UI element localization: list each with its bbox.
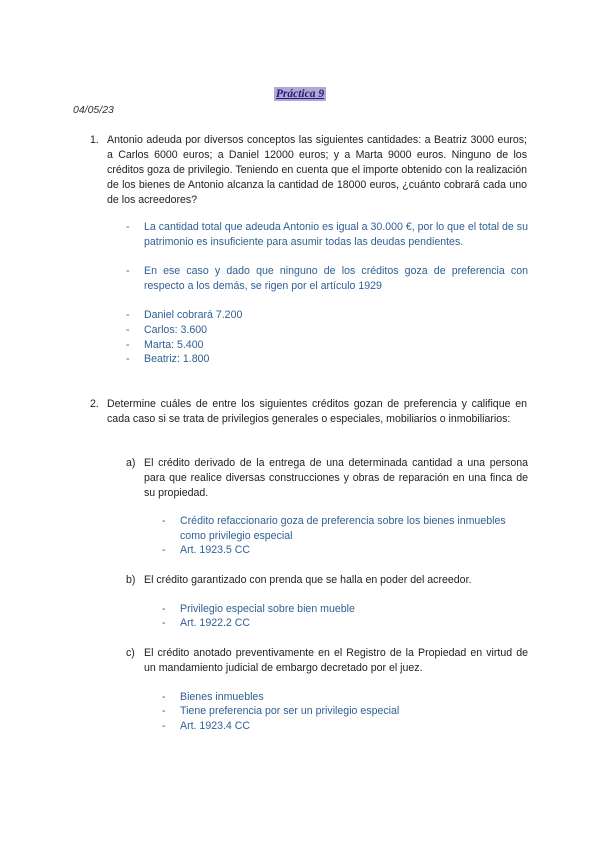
q1-payment-4: Beatriz: 1.800 xyxy=(144,353,210,365)
bullet-dash: - xyxy=(126,339,130,351)
bullet-dash: - xyxy=(126,324,130,336)
q1-answer-1: La cantidad total que adeuda Antonio es igual a 30.000 €, por lo que el total de su patrimonio es insuficiente para asumir todas las deudas pendientes. xyxy=(144,221,528,248)
q1-payment-2: Carlos: 3.600 xyxy=(144,324,208,336)
q1-payment-3: Marta: 5.400 xyxy=(144,339,204,351)
q2-c-text: El crédito anotado preventivamente en el Registro de la Propiedad en virtud de un mandamiento judicial de embargo decretado por el juez. xyxy=(144,647,528,674)
q2-c-answer-3: Art. 1923.4 CC xyxy=(180,720,251,732)
q2-b-answer-1: Privilegio especial sobre bien mueble xyxy=(180,603,355,615)
bullet-dash: - xyxy=(162,603,166,615)
bullet-dash: - xyxy=(162,705,166,717)
date: 04/05/23 xyxy=(73,104,114,116)
q2-a-answer-1: Crédito refaccionario goza de preferencia sobre los bienes inmuebles como privilegio especial xyxy=(180,515,506,542)
q2-b-answer-2: Art. 1922.2 CC xyxy=(180,617,251,629)
question-1-text: Antonio adeuda por diversos conceptos las siguientes cantidades: a Beatriz 3000 euros; a Carlos 6000 euros; a Daniel 12000 euros; y a Marta 9000 euros. Ninguno de los créditos goza de privilegio. Teniendo en cuenta que el importe obtenido con la realización de los bienes de Antonio alcanza la cantidad de 18000 euros, ¿cuánto cobrará cada uno de los acreedores? xyxy=(107,134,527,206)
q2-a-label: a) xyxy=(126,457,136,469)
bullet-dash: - xyxy=(162,544,166,556)
question-2-text: Determine cuáles de entre los siguientes créditos gozan de preferencia y califique en cada caso si se trata de privilegios generales o especiales, mobiliarios o inmobiliarios: xyxy=(107,398,527,425)
q2-c-answer-2: Tiene preferencia por ser un privilegio especial xyxy=(180,705,400,717)
bullet-dash: - xyxy=(126,221,130,233)
q2-a-answer-2: Art. 1923.5 CC xyxy=(180,544,251,556)
q2-b-label: b) xyxy=(126,574,136,586)
bullet-dash: - xyxy=(162,617,166,629)
q2-c-answer-1: Bienes inmuebles xyxy=(180,691,264,703)
q1-answer-2: En ese caso y dado que ninguno de los créditos goza de preferencia con respecto a los demás, se rigen por el artículo 1929 xyxy=(144,265,528,292)
bullet-dash: - xyxy=(126,265,130,277)
page-title: Práctica 9 xyxy=(275,88,325,100)
bullet-dash: - xyxy=(126,309,130,321)
q1-payment-1: Daniel cobrará 7.200 xyxy=(144,309,243,321)
bullet-dash: - xyxy=(162,515,166,527)
bullet-dash: - xyxy=(162,691,166,703)
question-2-number: 2. xyxy=(90,398,99,410)
question-1-number: 1. xyxy=(90,134,99,146)
q2-c-label: c) xyxy=(126,647,135,659)
q2-b-text: El crédito garantizado con prenda que se halla en poder del acreedor. xyxy=(144,574,472,586)
bullet-dash: - xyxy=(126,353,130,365)
page-title-container xyxy=(0,88,600,100)
bullet-dash: - xyxy=(162,720,166,732)
q2-a-text: El crédito derivado de la entrega de una determinada cantidad a una persona para que realice diversas construcciones y obras de reparación en una finca de su propiedad. xyxy=(144,457,528,499)
